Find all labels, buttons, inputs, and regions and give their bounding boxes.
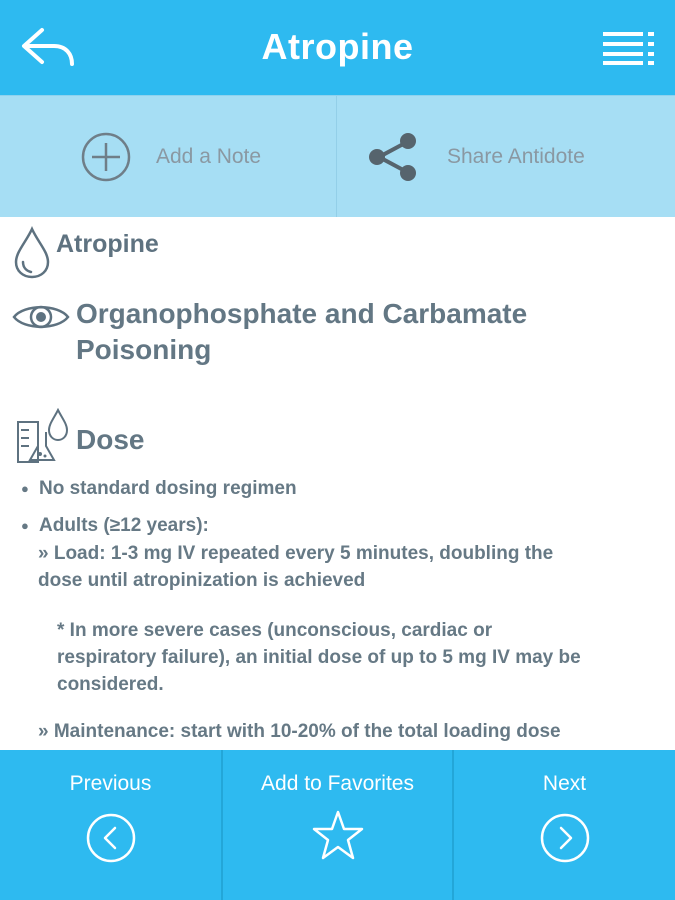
next-label: Next	[542, 772, 587, 795]
bottom-nav	[0, 750, 675, 900]
plus-circle-icon	[80, 131, 132, 183]
dose-heading: Dose	[76, 424, 145, 455]
eye-icon	[12, 300, 70, 334]
load-line-2: dose until atropinization is achieved	[38, 570, 366, 591]
favorites-label: Add to Favorites	[261, 772, 414, 795]
note-line-3: considered.	[57, 674, 164, 695]
note-line-2: respiratory failure), an initial dose of up to 5 mg IV may be	[57, 647, 581, 668]
indication-line-1: Organophosphate and Carbamate	[76, 298, 528, 329]
page-title: Atropine	[261, 26, 414, 67]
star-icon	[310, 808, 366, 864]
menu-icon[interactable]	[603, 30, 655, 66]
previous-label: Previous	[69, 772, 152, 795]
dose-bullet-1: ● No standard dosing regimen	[39, 476, 297, 502]
indication-heading	[76, 296, 636, 368]
action-bar	[0, 95, 675, 217]
add-note-button[interactable]	[0, 96, 336, 217]
chevron-right-circle-icon	[539, 812, 591, 864]
indication-line-2: Poisoning	[76, 334, 212, 365]
content-area[interactable]	[0, 216, 675, 750]
share-label: Share Antidote	[447, 144, 585, 168]
drug-name: Atropine	[56, 230, 159, 258]
add-to-favorites-button[interactable]	[223, 750, 452, 900]
next-button[interactable]	[454, 750, 675, 900]
maintenance-line: » Maintenance: start with 10-20% of the total loading dose	[38, 721, 561, 742]
flask-icon	[14, 408, 72, 464]
chevron-left-circle-icon	[85, 812, 137, 864]
add-note-label: Add a Note	[156, 144, 262, 168]
share-antidote-button[interactable]	[337, 96, 675, 217]
drop-icon	[12, 226, 52, 280]
load-line-1: » Load: 1-3 mg IV repeated every 5 minutes, doubling the	[38, 543, 554, 564]
app-header	[0, 0, 675, 95]
note-line-1: * In more severe cases (unconscious, cardiac or	[57, 620, 493, 641]
previous-button[interactable]	[0, 750, 221, 900]
dose-bullet-2: ● Adults (≥12 years):	[39, 513, 209, 539]
share-icon	[365, 129, 421, 185]
